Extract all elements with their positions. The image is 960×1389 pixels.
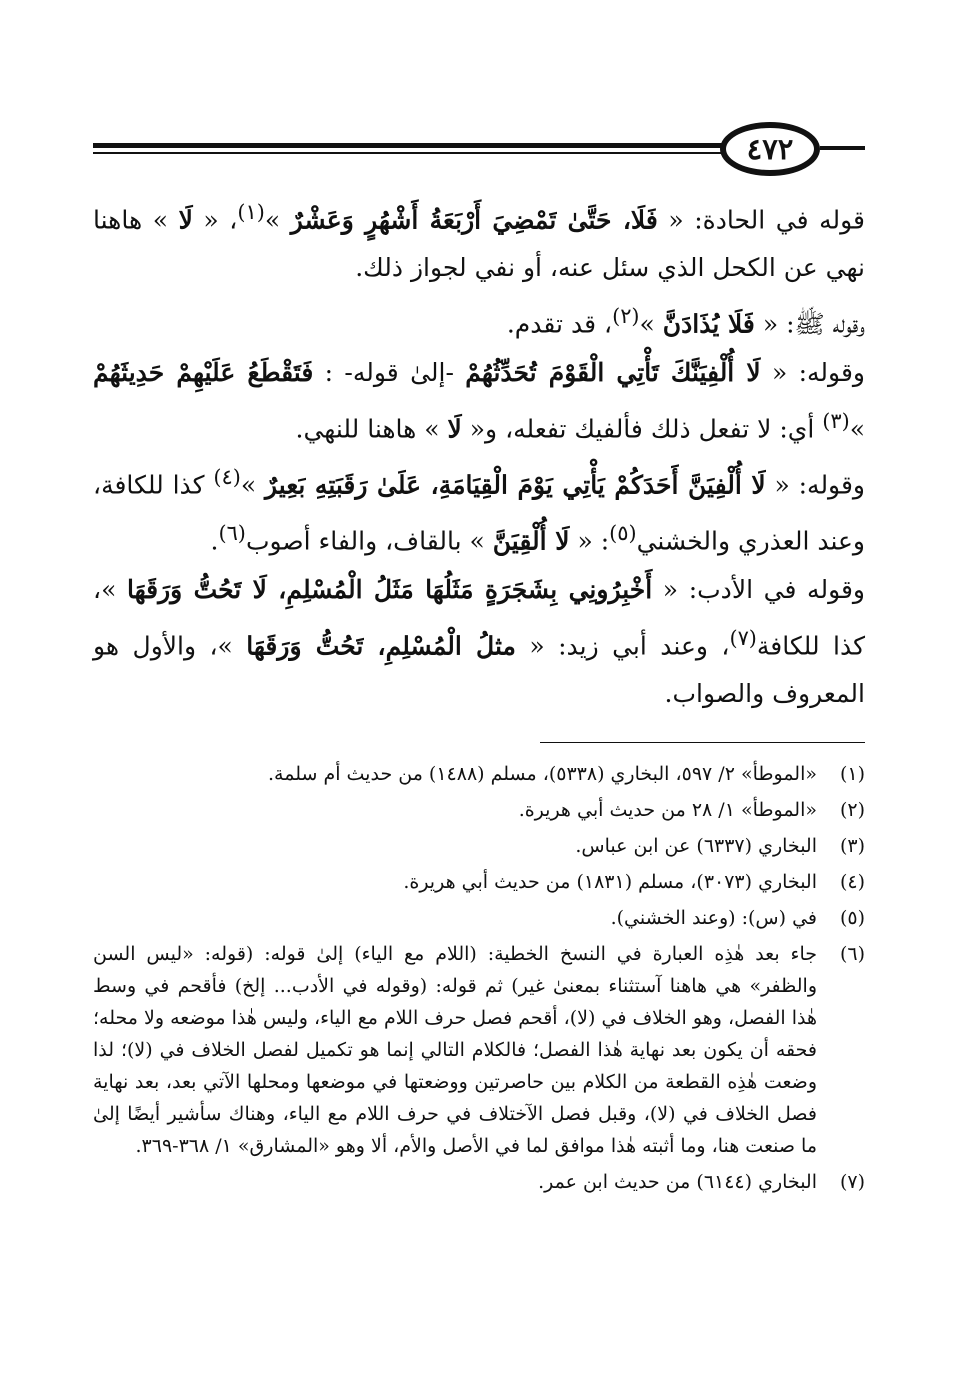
page-number-badge: [720, 122, 820, 176]
footnote-ref: (٣): [822, 408, 850, 433]
text-run: »، كذا للكافة: [93, 574, 865, 660]
hadith-quote: لَا: [447, 413, 462, 443]
text-run: ، «: [192, 205, 238, 235]
footnote-ref: (٤): [213, 464, 241, 489]
footnote: [93, 902, 865, 934]
footnote-number: (١): [839, 763, 865, 785]
hadith-quote: لَا: [178, 205, 193, 235]
paragraph: [93, 188, 865, 292]
text-run: » بالقاف، والفاء أصوب: [245, 526, 493, 556]
text-run: وقوله: «: [765, 470, 865, 500]
footnote-number: (٣): [839, 835, 865, 857]
footnote: [93, 1166, 865, 1198]
footnote-text: البخاري (٣٠٧٣)، مسلم (١٨٣١) من حديث أبي هريرة.: [403, 871, 817, 893]
text-run: كذا للكافة، وعند العذري والخشني: [93, 470, 865, 556]
footnote-number: (٢): [839, 799, 865, 821]
footnote: [93, 830, 865, 862]
paragraph: [93, 566, 865, 718]
paragraph: [93, 292, 865, 348]
footnote-number: (٦): [839, 943, 865, 965]
paragraph: [93, 453, 865, 566]
footnote-number: (٤): [839, 871, 865, 893]
hadith-quote: مثلُ الْمُسْلِمِ، تَحُتُّ وَرَقَهَا: [246, 630, 516, 660]
text-run: »: [849, 413, 865, 443]
footnotes: [93, 758, 865, 1202]
footnote-text: جاء بعد هٰذِه العبارة في النسخ الخطية: (اللام مع الياء) إلىٰ قوله: (قوله: «ليس السن والظفر» هي هاهنا آستثناء بمعنىٰ غير) ثم قوله: (وقوله في الأدب... إلخ) فأقحم في وسط هٰذا الفصل، وهو الخلاف في (لا)، أقحم فصل حرف اللام مع الياء، وليس هٰذا موضعه ولا محله؛ فحقه أن يكون بعد نهاية هٰذا الفصل؛ فالكلام التالي إنما هو تكميل لفصل الخلاف في (لا)؛ لذا وضعت هٰذِه القطعة من الكلام بين حاصرتين ووضعتها في موضعها ومحلها الآتي بعد، بعد نهاية فصل الخلاف في (لا)، وقبل فصل الآختلاف في حرف اللام مع الياء، وهناك سأشير أيضًا إلىٰ ما صنعت هنا، وما أثبته هٰذا موافق لما في الأصل والأم، ألا وهو «المشارق» ١/ ٣٦٨-٣٦٩.: [93, 943, 817, 1157]
hadith-quote: أَخْبِرُونِي بِشَجَرَةٍ مَثَلُهَا مَثَلُ الْمُسْلِمِ، لَا تَحُتُّ وَرَقَهَا: [126, 574, 653, 604]
footnote-text: البخاري (٦١٤٤) من حديث ابن عمر.: [538, 1171, 817, 1193]
text-run: وقوله في الأدب: «: [652, 574, 866, 604]
text-run: » هاهنا نهي عن الكحل الذي سئل عنه، أو نفي لجواز ذلك.: [93, 205, 865, 283]
text-run: : «: [569, 526, 610, 556]
text-run: ، وعند أبي زيد: «: [515, 630, 730, 660]
header-rule: [93, 143, 723, 148]
text-run: قوله في الحادة: «: [657, 205, 865, 235]
hadith-quote: لَا أُلْفِيَنَّ أَحَدَكُمْ يَأْتِي يَوْمَ الْقِيَامَةِ، عَلَىٰ رَقَبَتِهِ بَعِيرٌ: [264, 470, 766, 500]
hadith-quote: لَا أُلْقِيَنَّ: [492, 526, 570, 556]
text-run: -إلىٰ قوله- :: [313, 357, 466, 387]
footnote-separator: [540, 742, 865, 743]
paragraph: [93, 349, 865, 453]
header-rule-thin: [93, 152, 723, 154]
footnote-ref: (٥): [609, 521, 637, 546]
hadith-quote: فَتَقْطَعُ عَلَيْهِمْ حَدِيثَهُمْ: [93, 357, 314, 387]
footnote-ref: (٧): [729, 625, 757, 650]
hadith-quote: فَلَا، حَتَّىٰ تَمْضِيَ أَرْبَعَةُ أَشْهُرٍ وَعَشْرٌ: [290, 205, 658, 235]
main-text: [93, 188, 865, 718]
footnote-number: (٥): [839, 907, 865, 929]
header-rule-right: [820, 146, 865, 150]
text-run: وقوله ﷺ: «: [754, 309, 865, 339]
page-number: ٤٧٢: [746, 132, 794, 166]
footnote: [93, 794, 865, 826]
footnote-text: في (س): (وعند الخشني).: [610, 907, 817, 929]
text-run: .: [210, 526, 219, 556]
text-run: »، والأول هو المعروف والصواب.: [93, 630, 865, 708]
text-run: »: [639, 309, 663, 339]
footnote-ref: (٢): [612, 304, 640, 329]
footnote-ref: (١): [237, 200, 265, 224]
footnote-text: البخاري (٦٣٣٧) عن ابن عباس.: [575, 835, 817, 857]
hadith-quote: لَا أُلْفِيَنَّكَ تَأْتِي الْقَوْمَ تُحَدِّثُهُمْ: [465, 357, 761, 387]
text-run: »: [264, 205, 291, 235]
text-run: »: [240, 470, 265, 500]
footnote-number: (٧): [839, 1171, 865, 1193]
footnote: [93, 758, 865, 790]
footnote: [93, 938, 865, 1162]
text-run: أي: لا تفعل ذلك فألفيك تفعله، و«: [461, 413, 823, 443]
footnote: [93, 866, 865, 898]
footnote-text: «الموطأ» ٢/ ٥٩٧، البخاري (٥٣٣٨)، مسلم (١٤٨٨) من حديث أم سلمة.: [267, 763, 817, 785]
footnote-ref: (٦): [218, 521, 246, 546]
text-run: » هاهنا للنهي.: [295, 413, 448, 443]
footnote-text: «الموطأ» ١/ ٢٨ من حديث أبي هريرة.: [518, 799, 817, 821]
hadith-quote: فَلَا يُذَادَنَّ: [662, 309, 755, 339]
text-run: ، قد تقدم.: [506, 309, 613, 339]
text-run: وقوله: «: [760, 357, 865, 387]
